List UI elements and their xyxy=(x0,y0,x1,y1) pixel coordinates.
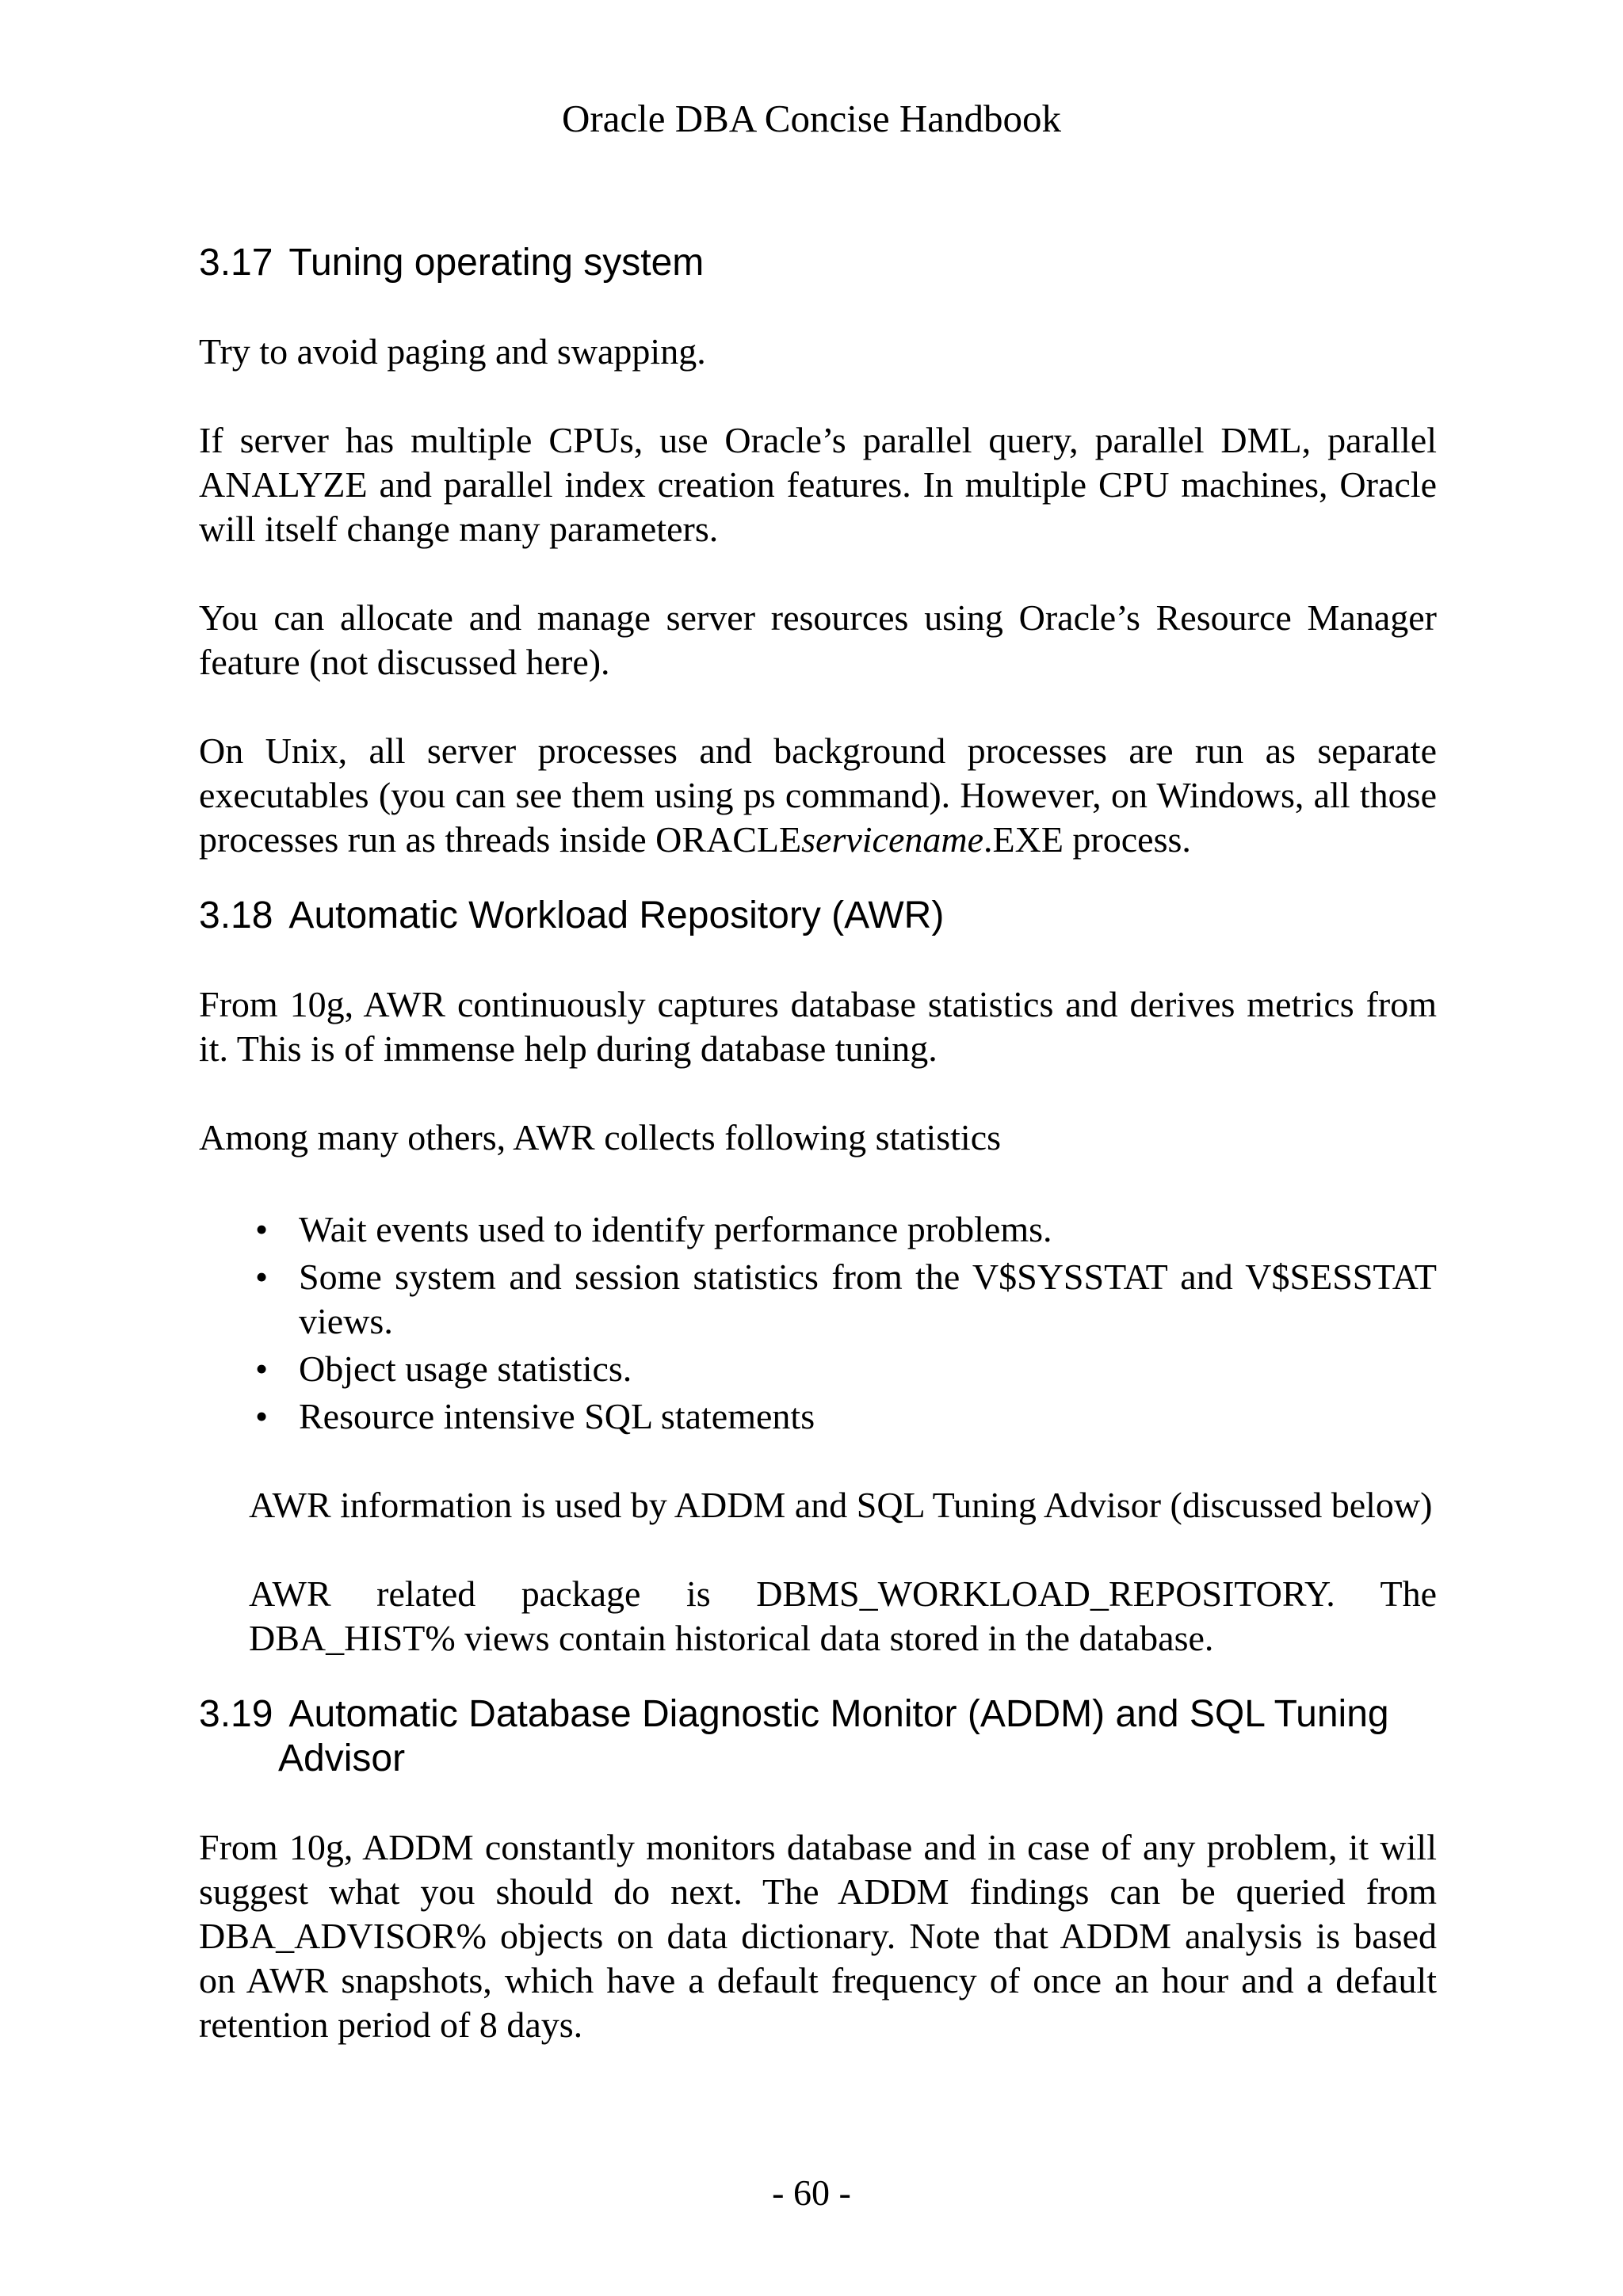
list-item-text: Wait events used to identify performance problems. xyxy=(299,1209,1052,1249)
section-heading-3-19 xyxy=(199,1692,1437,1781)
list-item xyxy=(199,1255,1437,1344)
paragraph: Among many others, AWR collects following statistics xyxy=(199,1117,1002,1158)
list-item-text: Resource intensive SQL statements xyxy=(299,1396,815,1436)
paragraph: From 10g, AWR continuously captures database statistics and derives metrics from it. This is of immense help during database tuning. xyxy=(199,984,1437,1069)
bullet-icon: • xyxy=(254,1396,269,1436)
indented-paragraph: AWR related package is DBMS_WORKLOAD_REPOSITORY. The DBA_HIST% views contain historical data stored in the database. xyxy=(249,1573,1437,1658)
section-number: 3.19 xyxy=(199,1693,273,1735)
italic-text: servicename xyxy=(801,819,984,860)
indented-paragraph: AWR information is used by ADDM and SQL Tuning Advisor (discussed below) xyxy=(249,1485,1433,1525)
bullet-icon: • xyxy=(254,1209,269,1249)
paragraph-text: On Unix, all server processes and background processes are run as separate executables (you can see them using ps command). However, on Windows, all those processes run as threads inside ORACLE xyxy=(199,730,1437,860)
bullet-icon: • xyxy=(254,1348,269,1389)
paragraph xyxy=(199,729,1437,862)
section-title: Tuning operating system xyxy=(288,242,705,284)
section-heading-3-18 xyxy=(199,894,1437,938)
list-item xyxy=(199,1207,1437,1252)
paragraph: Try to avoid paging and swapping. xyxy=(199,331,706,372)
list-item xyxy=(199,1347,1437,1391)
page-number: - 60 - xyxy=(772,2172,851,2213)
list-item xyxy=(199,1394,1437,1439)
section-number: 3.17 xyxy=(199,242,273,284)
running-header: Oracle DBA Concise Handbook xyxy=(561,97,1062,140)
section-title: Automatic Workload Repository (AWR) xyxy=(288,894,945,936)
paragraph-text: .EXE process. xyxy=(983,819,1191,860)
paragraph: If server has multiple CPUs, use Oracle’s parallel query, parallel DML, parallel ANALYZE and parallel index creation features. In multiple CPU machines, Oracle will itself change many parameters. xyxy=(199,420,1437,549)
paragraph: You can allocate and manage server resources using Oracle’s Resource Manager feature (not discussed here). xyxy=(199,597,1437,682)
section-heading-3-17 xyxy=(199,241,1437,285)
list-item-text: Object usage statistics. xyxy=(299,1348,632,1389)
bullet-list xyxy=(199,1207,1437,1439)
paragraph: From 10g, ADDM constantly monitors database and in case of any problem, it will suggest what you should do next. The ADDM findings can be queried from DBA_ADVISOR% objects on data dictionary. Note that ADDM analysis is based on AWR snapshots, which have a default frequency of once an hour and a default retention period of 8 days. xyxy=(199,1827,1437,2045)
page-body xyxy=(199,241,1437,2047)
section-number: 3.18 xyxy=(199,894,273,936)
bullet-icon: • xyxy=(254,1257,269,1297)
section-title: Automatic Database Diagnostic Monitor (ADDM) and SQL Tuning Advisor xyxy=(278,1693,1389,1779)
list-item-text: Some system and session statistics from the V$SYSSTAT and V$SESSTAT views. xyxy=(299,1257,1437,1341)
